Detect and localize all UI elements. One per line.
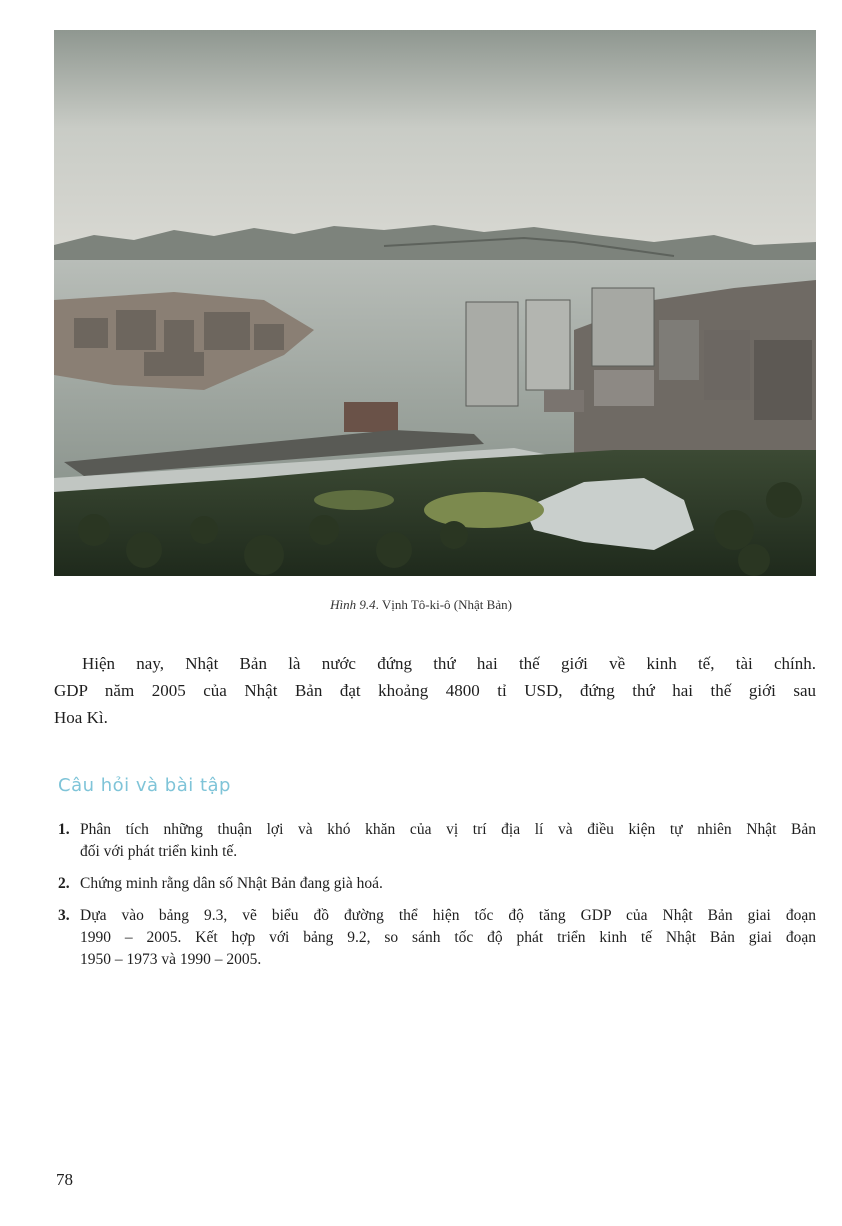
tokyo-bay-photo [54,30,816,576]
figure-label: Hình 9.4 [330,597,376,612]
figure-title: . Vịnh Tô-ki-ô (Nhật Bản) [375,597,512,612]
question-number: 1. [58,821,70,838]
question-line: Dựa vào bảng 9.3, vẽ biểu đồ đường thể hiện tốc độ tăng GDP của Nhật Bản giai đoạn [80,907,816,924]
question-item [58,819,816,863]
figure-caption [0,597,842,613]
park-lawn [424,492,544,528]
question-line: Phân tích những thuận lợi và khó khăn của vị trí địa lí và điều kiện tự nhiên Nhật Bản [80,821,816,838]
question-line: đối với phát triển kinh tế. [80,843,238,860]
page-number: 78 [56,1170,73,1189]
paragraph-line: GDP năm 2005 của Nhật Bản đạt khoảng 4800 tỉ USD, đứng thứ hai thế giới sau [54,681,816,700]
question-item [58,905,816,971]
question-line: Chứng minh rằng dân số Nhật Bản đang già hoá. [80,875,383,892]
sky [54,30,816,250]
park-lawn-2 [314,490,394,510]
paragraph-line: Hiện nay, Nhật Bản là nước đứng thứ hai thế giới về kinh tế, tài chính. [82,654,816,673]
pier-building [344,402,398,432]
question-number: 2. [58,875,70,892]
paragraph-line: Hoa Kì. [54,708,108,727]
question-item [58,873,816,895]
question-line: 1950 – 1973 và 1990 – 2005. [80,951,262,968]
question-line: 1990 – 2005. Kết hợp với bảng 9.2, so sánh tốc độ phát triển kinh tế Nhật Bản giai đoạn [80,929,816,946]
question-list [58,819,816,981]
section-title: Câu hỏi và bài tập [58,775,231,796]
tokyo-bay-illustration [54,30,816,576]
body-paragraph [54,650,816,731]
question-number: 3. [58,907,70,924]
